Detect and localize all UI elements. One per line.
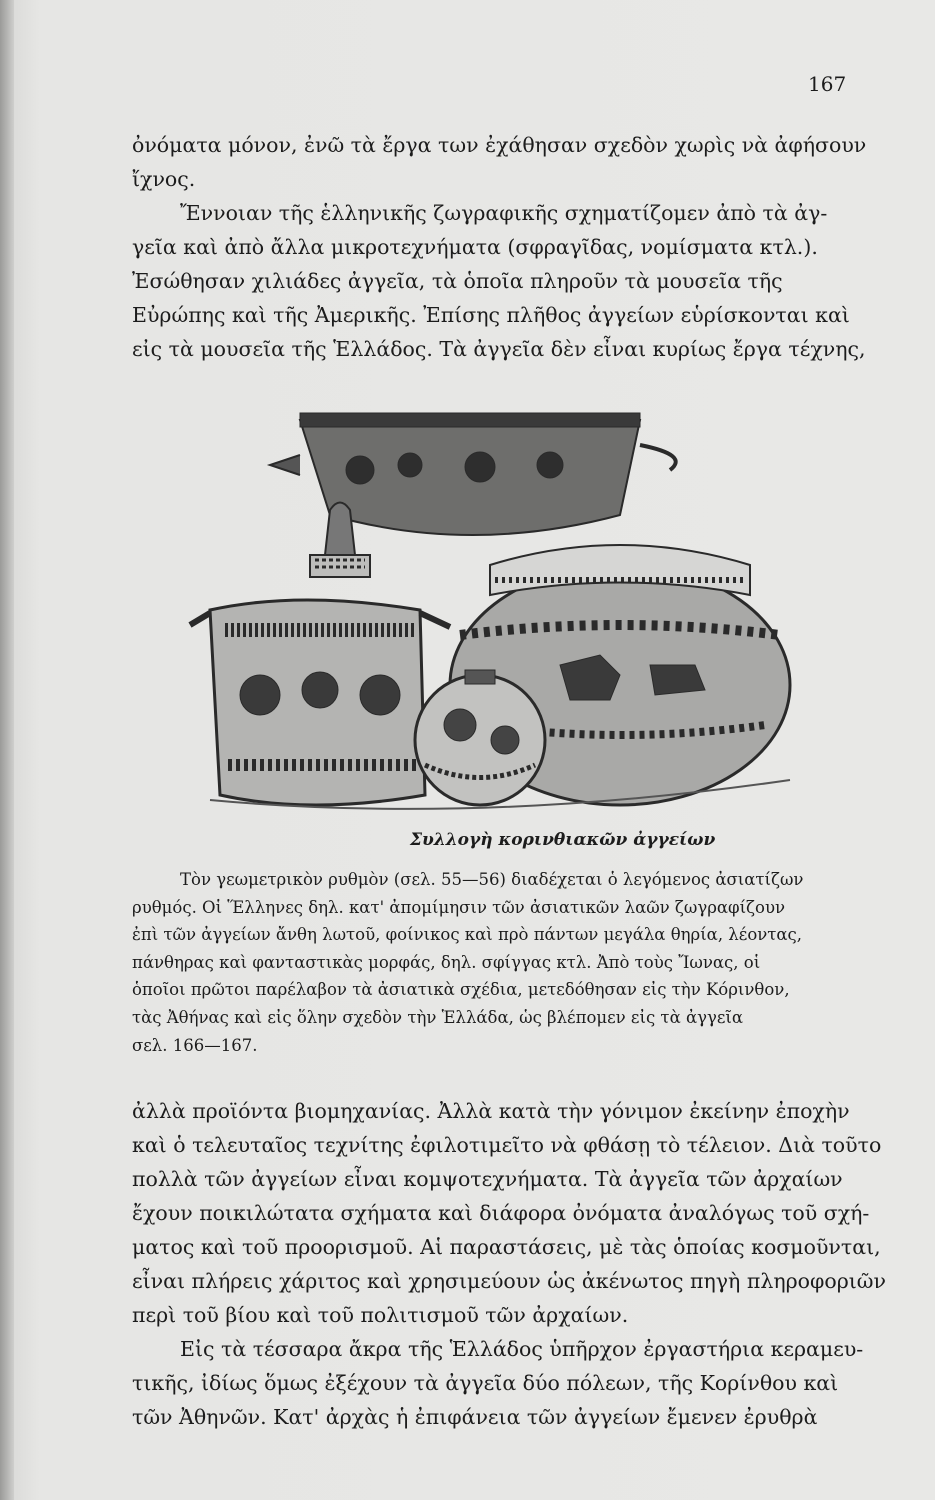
bottom-paragraph (132, 1094, 902, 1434)
text-line: ὁποῖοι πρῶτοι παρέλαβον τὰ ἀσιατικὰ σχέδια, μετεδόθησαν εἰς τὴν Κόρινθον, (132, 980, 790, 1000)
text-line: ἀλλὰ προϊόντα βιομηχανίας. Ἀλλὰ κατὰ τὴν γόνιμον ἐκείνην ἐποχὴν (132, 1099, 850, 1123)
text-line: πολλὰ τῶν ἀγγείων εἶναι κομψοτεχνήματα. Τὰ ἀγγεῖα τῶν ἀρχαίων (132, 1167, 843, 1191)
vase-collection-illustration (150, 395, 810, 825)
cylindrical-pyxis (190, 600, 450, 805)
text-line: ὀνόματα μόνον, ἐνῶ τὰ ἔργα των ἐχάθησαν σχεδὸν χωρὶς νὰ ἀφήσουν (132, 133, 867, 157)
figure-caption: Συλλογὴ κορινθιακῶν ἀγγείων (410, 830, 716, 850)
text-line: Εἰς τὰ τέσσαρα ἄκρα τῆς Ἑλλάδος ὑπῆρχον ἐργαστήρια κεραμευ- (180, 1337, 864, 1361)
text-line: καὶ ὁ τελευταῖος τεχνίτης ἐφιλοτιμεῖτο νὰ φθάσῃ τὸ τέλειον. Διὰ τοῦτο (132, 1133, 882, 1157)
text-line: εἰς τὰ μουσεῖα τῆς Ἑλλάδος. Τὰ ἀγγεῖα δὲν εἶναι κυρίως ἔργα τέχνης, (132, 337, 866, 361)
text-line: Τὸν γεωμετρικὸν ρυθμὸν (σελ. 55—56) διαδέχεται ὁ λεγόμενος ἀσιατίζων (180, 870, 804, 889)
text-line: Ἔννοιαν τῆς ἑλληνικῆς ζωγραφικῆς σχηματίζομεν ἀπὸ τὰ ἀγ- (180, 201, 828, 225)
note-paragraph (132, 866, 902, 1059)
text-line: περὶ τοῦ βίου καὶ τοῦ πολιτισμοῦ τῶν ἀρχαίων. (132, 1303, 629, 1327)
page-fold-shadow (0, 0, 14, 1500)
text-line: Ἐσώθησαν χιλιάδες ἀγγεῖα, τὰ ὁποῖα πληροῦν τὰ μουσεῖα τῆς (132, 269, 783, 293)
text-line: πάνθηρας καὶ φανταστικὰς μορφάς, δηλ. σφίγγας κτλ. Ἀπὸ τοὺς Ἴωνας, οἱ (132, 952, 761, 972)
text-line: γεῖα καὶ ἀπὸ ἄλλα μικροτεχνήματα (σφραγῖδας, νομίσματα κτλ.). (132, 235, 818, 259)
text-line: ἴχνος. (132, 167, 196, 191)
page-number: 167 (808, 72, 847, 96)
text-line: ἐπὶ τῶν ἀγγείων ἄνθη λωτοῦ, φοίνικος καὶ πρὸ πάντων μεγάλα θηρία, λέοντας, (132, 925, 803, 945)
text-line: εἶναι πλήρεις χάριτος καὶ χρησιμεύουν ὡς ἀκένωτος πηγὴ πληροφοριῶν (132, 1269, 886, 1293)
text-line: Εὐρώπης καὶ τῆς Ἀμερικῆς. Ἐπίσης πλῆθος ἀγγείων εὑρίσκονται καὶ (132, 303, 850, 327)
text-line: σελ. 166—167. (132, 1035, 258, 1055)
top-paragraph (132, 128, 902, 366)
text-line: τὰς Ἀθήνας καὶ εἰς ὅλην σχεδὸν τὴν Ἑλλάδα, ὡς βλέπομεν εἰς τὰ ἀγγεῖα (132, 1007, 743, 1027)
text-line: ματος καὶ τοῦ προορισμοῦ. Αἱ παραστάσεις, μὲ τὰς ὁποίας κοσμοῦνται, (132, 1235, 881, 1259)
text-line: τῶν Ἀθηνῶν. Κατ' ἀρχὰς ἡ ἐπιφάνεια τῶν ἀγγείων ἔμενεν ἐρυθρὰ (132, 1405, 818, 1429)
text-line: τικῆς, ἰδίως ὅμως ἐξέχουν τὰ ἀγγεῖα δύο πόλεων, τῆς Κορίνθου καὶ (132, 1371, 839, 1395)
text-line: ρυθμός. Οἱ Ἕλληνες δηλ. κατ' ἀπομίμησιν τῶν ἀσιατικῶν λαῶν ζωγραφίζουν (132, 897, 785, 917)
text-line: ἔχουν ποικιλώτατα σχήματα καὶ διάφορα ὀνόματα ἀναλόγως τοῦ σχή- (132, 1201, 870, 1225)
